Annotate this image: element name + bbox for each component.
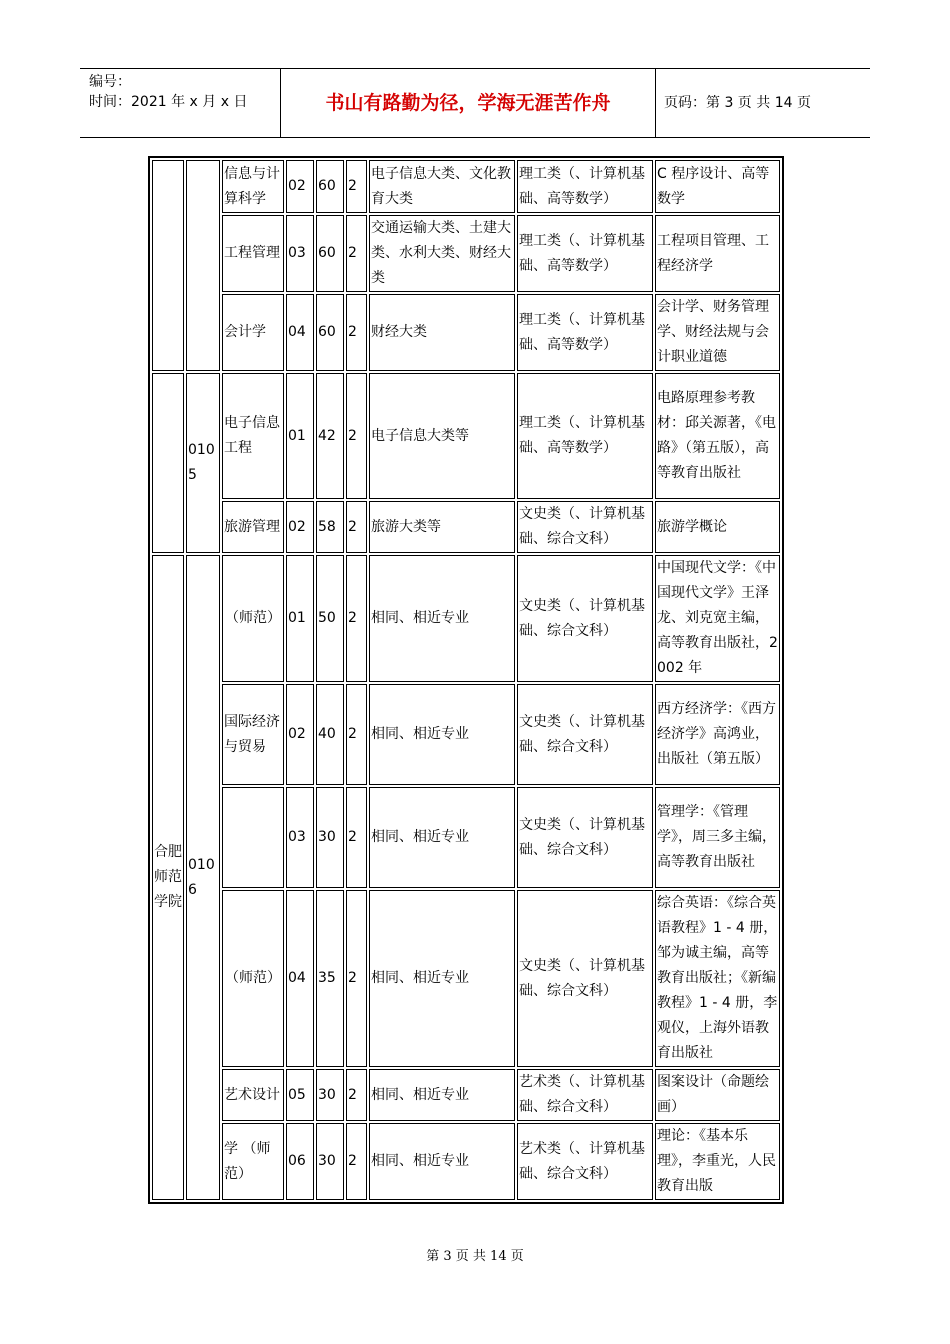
major-cell: 会计学 [222, 294, 284, 371]
table-row [152, 1123, 780, 1200]
header-motto: 书山有路勤为径，学海无涯苦作舟 [280, 69, 656, 137]
course-cell: 理论：《基本乐理》，李重光，人民教育出版 [655, 1123, 780, 1200]
plan-count-cell: 30 [316, 1069, 344, 1121]
document-time-label: 时间：2021 年 x 月 x 日 [89, 94, 248, 110]
major-cell [222, 787, 284, 888]
header-meta [80, 69, 280, 137]
table-row [152, 373, 780, 499]
table-row [152, 555, 780, 682]
major-cell: （师范） [222, 555, 284, 682]
plan-count-cell: 58 [316, 501, 344, 553]
school-code-cell: 0105 [186, 373, 220, 553]
source-major-cell: 交通运输大类、土建大类、水利大类、财经大类 [369, 215, 515, 292]
exam-subject-cell: 理工类（、计算机基础、高等数学） [517, 215, 653, 292]
years-cell: 2 [346, 787, 367, 888]
enrollment-table-container [148, 156, 816, 1204]
exam-subject-cell: 艺术类（、计算机基础、综合文科） [517, 1069, 653, 1121]
course-cell: 旅游学概论 [655, 501, 780, 553]
years-cell: 2 [346, 1123, 367, 1200]
major-code-cell: 04 [286, 294, 314, 371]
years-cell: 2 [346, 501, 367, 553]
document-number-label: 编号： [89, 74, 131, 90]
table-row [152, 215, 780, 292]
enrollment-table [148, 156, 784, 1204]
source-major-cell: 相同、相近专业 [369, 787, 515, 888]
school-cell: 合肥师范学院 [152, 555, 184, 1200]
school-code-cell: 0106 [186, 555, 220, 1200]
years-cell: 2 [346, 373, 367, 499]
course-cell: 管理学：《管理学》，周三多主编，高等教育出版社 [655, 787, 780, 888]
major-code-cell: 01 [286, 373, 314, 499]
table-row [152, 684, 780, 785]
major-code-cell: 04 [286, 890, 314, 1067]
source-major-cell: 旅游大类等 [369, 501, 515, 553]
table-row [152, 501, 780, 553]
years-cell: 2 [346, 1069, 367, 1121]
source-major-cell: 相同、相近专业 [369, 555, 515, 682]
table-row [152, 787, 780, 888]
major-code-cell: 06 [286, 1123, 314, 1200]
exam-subject-cell: 文史类（、计算机基础、综合文科） [517, 890, 653, 1067]
exam-subject-cell: 文史类（、计算机基础、综合文科） [517, 501, 653, 553]
exam-subject-cell: 文史类（、计算机基础、综合文科） [517, 787, 653, 888]
course-cell: 西方经济学：《西方经济学》高鸿业，出版社（第五版） [655, 684, 780, 785]
major-cell: 信息与计算科学 [222, 160, 284, 213]
plan-count-cell: 40 [316, 684, 344, 785]
source-major-cell: 相同、相近专业 [369, 684, 515, 785]
course-cell: 图案设计（命题绘画） [655, 1069, 780, 1121]
source-major-cell: 相同、相近专业 [369, 1069, 515, 1121]
exam-subject-cell: 文史类（、计算机基础、综合文科） [517, 555, 653, 682]
header-page-label: 页码：第 3 页 共 14 页 [664, 95, 811, 111]
years-cell: 2 [346, 890, 367, 1067]
page-header [80, 68, 870, 138]
plan-count-cell: 42 [316, 373, 344, 499]
exam-subject-cell: 理工类（、计算机基础、高等数学） [517, 294, 653, 371]
plan-count-cell: 60 [316, 215, 344, 292]
source-major-cell: 财经大类 [369, 294, 515, 371]
plan-count-cell: 30 [316, 1123, 344, 1200]
exam-subject-cell: 文史类（、计算机基础、综合文科） [517, 684, 653, 785]
major-code-cell: 02 [286, 160, 314, 213]
course-cell: 会计学、财务管理学、财经法规与会计职业道德 [655, 294, 780, 371]
years-cell: 2 [346, 555, 367, 682]
years-cell: 2 [346, 684, 367, 785]
major-code-cell: 02 [286, 684, 314, 785]
major-code-cell: 01 [286, 555, 314, 682]
table-row [152, 160, 780, 213]
years-cell: 2 [346, 294, 367, 371]
page-footer: 第 3 页 共 14 页 [426, 1249, 524, 1264]
exam-subject-cell: 理工类（、计算机基础、高等数学） [517, 160, 653, 213]
source-major-cell: 相同、相近专业 [369, 890, 515, 1067]
plan-count-cell: 60 [316, 294, 344, 371]
school-cell [152, 373, 184, 553]
major-code-cell: 02 [286, 501, 314, 553]
major-code-cell: 03 [286, 787, 314, 888]
exam-subject-cell: 艺术类（、计算机基础、综合文科） [517, 1123, 653, 1200]
major-code-cell: 03 [286, 215, 314, 292]
source-major-cell: 相同、相近专业 [369, 1123, 515, 1200]
years-cell: 2 [346, 215, 367, 292]
plan-count-cell: 60 [316, 160, 344, 213]
plan-count-cell: 50 [316, 555, 344, 682]
major-code-cell: 05 [286, 1069, 314, 1121]
major-cell: 电子信息工程 [222, 373, 284, 499]
major-cell: 艺术设计 [222, 1069, 284, 1121]
school-cell [152, 160, 184, 371]
source-major-cell: 电子信息大类、文化教育大类 [369, 160, 515, 213]
major-cell: 工程管理 [222, 215, 284, 292]
table-row [152, 1069, 780, 1121]
course-cell: C 程序设计、高等数学 [655, 160, 780, 213]
major-cell: 国际经济与贸易 [222, 684, 284, 785]
years-cell: 2 [346, 160, 367, 213]
major-cell: 旅游管理 [222, 501, 284, 553]
major-cell: （师范） [222, 890, 284, 1067]
major-cell: 学 （师范） [222, 1123, 284, 1200]
plan-count-cell: 35 [316, 890, 344, 1067]
table-row [152, 294, 780, 371]
course-cell: 电路原理参考教材：邱关源著，《电路》（第五版），高等教育出版社 [655, 373, 780, 499]
school-code-cell [186, 160, 220, 371]
source-major-cell: 电子信息大类等 [369, 373, 515, 499]
exam-subject-cell: 理工类（、计算机基础、高等数学） [517, 373, 653, 499]
course-cell: 工程项目管理、工程经济学 [655, 215, 780, 292]
course-cell: 中国现代文学：《中国现代文学》王泽龙、刘克宽主编，高等教育出版社，2002 年 [655, 555, 780, 682]
course-cell: 综合英语：《综合英语教程》1 - 4 册，邹为诚主编，高等教育出版社；《新编教程》1 - 4 册，李观仪，上海外语教育出版社 [655, 890, 780, 1067]
table-row [152, 890, 780, 1067]
plan-count-cell: 30 [316, 787, 344, 888]
